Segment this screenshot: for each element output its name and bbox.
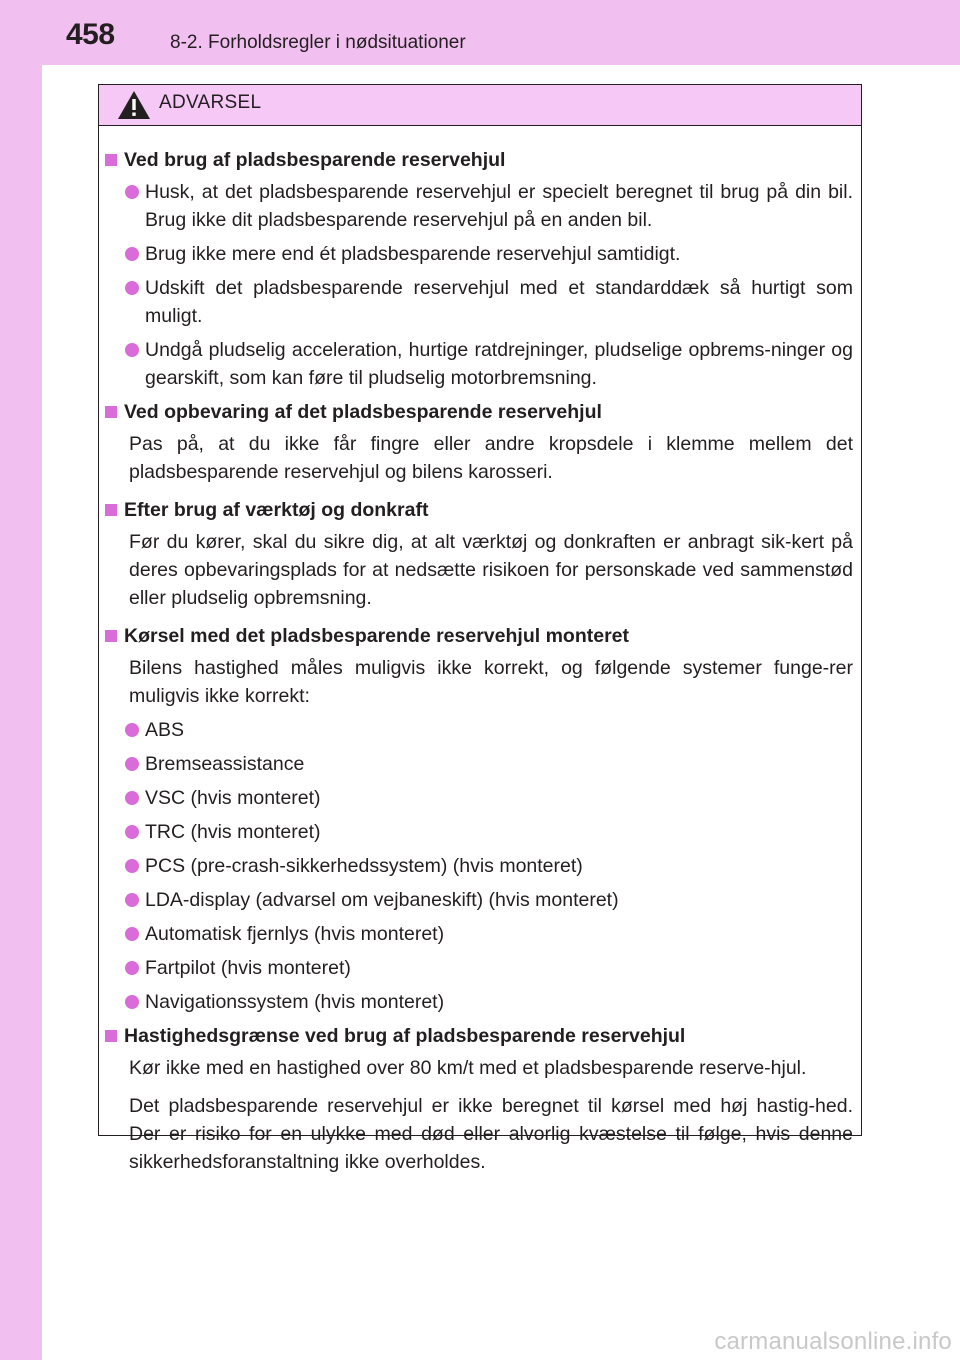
- circle-bullet-icon: [125, 893, 139, 907]
- list-item: Husk, at det pladsbesparende reservehjul er specielt beregnet til brug på din bil. Brug ikke dit pladsbesparende reservehjul på en anden bil.: [125, 178, 853, 234]
- circle-bullet-icon: [125, 927, 139, 941]
- warning-label: ADVARSEL: [159, 92, 262, 113]
- circle-bullet-icon: [125, 757, 139, 771]
- square-bullet-icon: [105, 630, 117, 642]
- paragraph: Bilens hastighed måles muligvis ikke korrekt, og følgende systemer funge-rer muligvis ikke korrekt:: [129, 657, 853, 707]
- warning-header: [99, 85, 861, 126]
- warning-body: [99, 126, 861, 1176]
- list-item: VSC (hvis monteret): [125, 784, 853, 812]
- circle-bullet-icon: [125, 247, 139, 261]
- square-bullet-icon: [105, 504, 117, 516]
- section-heading: Kørsel med det pladsbesparende reservehjul monteret: [105, 622, 853, 650]
- section-heading: Efter brug af værktøj og donkraft: [105, 496, 853, 524]
- page-number: 458: [66, 18, 115, 51]
- warning-box: [98, 84, 862, 1173]
- circle-bullet-icon: [125, 185, 139, 199]
- circle-bullet-icon: [125, 791, 139, 805]
- warning-triangle-icon: [117, 89, 151, 121]
- list-item: Bremseassistance: [125, 750, 853, 778]
- section-heading: Hastighedsgrænse ved brug af pladsbesparende reservehjul: [105, 1022, 853, 1050]
- list-item: TRC (hvis monteret): [125, 818, 853, 846]
- paragraph: Pas på, at du ikke får fingre eller andre kropsdele i klemme mellem det pladsbesparende reservehjul og bilens karosseri.: [129, 433, 853, 483]
- circle-bullet-icon: [125, 343, 139, 357]
- list-item: Udskift det pladsbesparende reservehjul med et standarddæk så hurtigt som muligt.: [125, 274, 853, 330]
- circle-bullet-icon: [125, 825, 139, 839]
- list-item: ABS: [125, 716, 853, 744]
- header-divider: [42, 62, 960, 65]
- section-title: 8-2. Forholdsregler i nødsituationer: [170, 32, 466, 53]
- square-bullet-icon: [105, 1030, 117, 1042]
- square-bullet-icon: [105, 154, 117, 166]
- list-item: Fartpilot (hvis monteret): [125, 954, 853, 982]
- side-color-strip: [0, 0, 42, 1360]
- section-heading: Ved brug af pladsbesparende reservehjul: [105, 146, 853, 174]
- list-item: Navigationssystem (hvis monteret): [125, 988, 853, 1016]
- paragraph: Kør ikke med en hastighed over 80 km/t med et pladsbesparende reserve-hjul.: [129, 1057, 807, 1079]
- paragraph: Før du kører, skal du sikre dig, at alt værktøj og donkraften er anbragt sik-kert på deres opbevaringsplads for at nedsætte risikoen for personskade ved sammenstød eller pludselig opbremsning.: [129, 531, 853, 609]
- circle-bullet-icon: [125, 723, 139, 737]
- section-heading: Ved opbevaring af det pladsbesparende reservehjul: [105, 398, 853, 426]
- circle-bullet-icon: [125, 961, 139, 975]
- circle-bullet-icon: [125, 281, 139, 295]
- square-bullet-icon: [105, 406, 117, 418]
- list-item: LDA-display (advarsel om vejbaneskift) (hvis monteret): [125, 886, 853, 914]
- list-item: Automatisk fjernlys (hvis monteret): [125, 920, 853, 948]
- list-item: PCS (pre-crash-sikkerhedssystem) (hvis monteret): [125, 852, 853, 880]
- list-item: Brug ikke mere end ét pladsbesparende reservehjul samtidigt.: [125, 240, 853, 268]
- circle-bullet-icon: [125, 859, 139, 873]
- paragraph: Det pladsbesparende reservehjul er ikke beregnet til kørsel med høj hastig-hed. Der er risiko for en ulykke med død eller alvorlig kvæstelse til følge, hvis denne sikkerhedsforanstaltning ikke overholdes.: [129, 1095, 853, 1173]
- list-item: Undgå pludselig acceleration, hurtige ratdrejninger, pludselige opbrems-ninger og gearskift, som kan føre til pludselig motorbremsning.: [125, 336, 853, 392]
- circle-bullet-icon: [125, 995, 139, 1009]
- top-color-band: [0, 0, 960, 62]
- watermark: carmanualsonline.info: [714, 1328, 952, 1355]
